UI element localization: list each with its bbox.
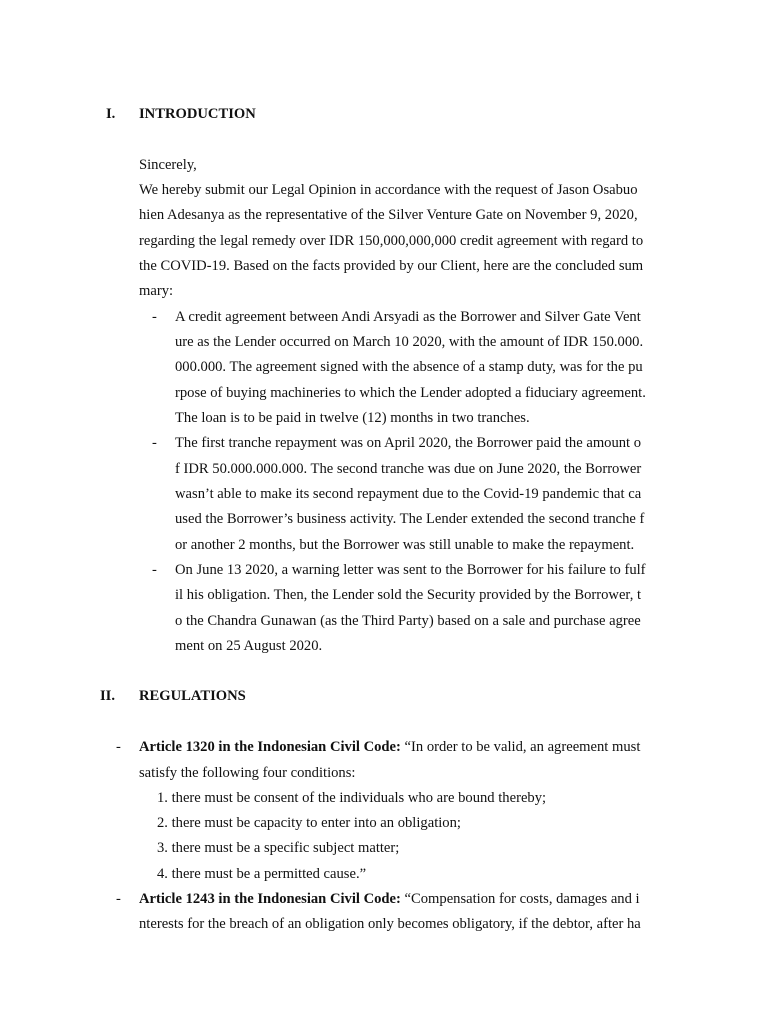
bullet-marker: - [152,309,157,325]
bullet-line: or another 2 months, but the Borrower was still unable to make the repayment. [175,537,635,553]
bullet-line: 000.000. The agreement signed with the absence of a stamp duty, was for the pu [175,359,643,375]
bullet-marker: - [152,435,157,451]
paragraph-line: regarding the legal remedy over IDR 150,000,000,000 credit agreement with regard to [139,233,644,249]
bullet-line: ure as the Lender occurred on March 10 2020, with the amount of IDR 150.000. [175,334,644,350]
paragraph-line: We hereby submit our Legal Opinion in accordance with the request of Jason Osabuo [139,182,638,198]
paragraph-line: hien Adesanya as the representative of the Silver Venture Gate on November 9, 2020, [139,207,638,223]
bullet-line: il his obligation. Then, the Lender sold the Security provided by the Borrower, t [175,587,642,603]
salutation: Sincerely, [139,157,197,173]
bullet-marker: - [116,739,121,755]
bullet-marker: - [152,562,157,578]
section-title: INTRODUCTION [139,106,256,122]
section-number: II. [100,688,116,704]
bullet-line: o the Chandra Gunawan (as the Third Party) based on a sale and purchase agree [175,613,641,629]
bullet-line: f IDR 50.000.000.000. The second tranche was due on June 2020, the Borrower [175,461,642,477]
condition-item: 1. there must be consent of the individuals who are bound thereby; [157,790,547,806]
bullet-line: The first tranche repayment was on April 2020, the Borrower paid the amount o [175,435,642,451]
regulation-title: Article 1243 in the Indonesian Civil Code: [139,891,401,907]
bullet-line: The loan is to be paid in twelve (12) months in two tranches. [175,410,530,426]
section-title: REGULATIONS [139,688,246,704]
paragraph-line: mary: [139,283,174,299]
bullet-line: used the Borrower’s business activity. The Lender extended the second tranche f [175,511,645,527]
section-number: I. [106,106,116,122]
bullet-line: A credit agreement between Andi Arsyadi as the Borrower and Silver Gate Vent [175,309,641,325]
regulation-title: Article 1320 in the Indonesian Civil Code: [139,739,401,755]
bullet-line: On June 13 2020, a warning letter was sent to the Borrower for his failure to fulf [175,562,646,578]
regulation-text: “Compensation for costs, damages and i [400,891,640,907]
regulation-text: “In order to be valid, an agreement must [400,739,641,755]
condition-item: 2. there must be capacity to enter into an obligation; [157,815,461,831]
bullet-marker: - [116,891,121,907]
condition-item: 4. there must be a permitted cause.” [157,866,367,882]
regulation-first-line [139,738,640,756]
regulation-first-line [139,890,640,908]
bullet-line: wasn’t able to make its second repayment due to the Covid-19 pandemic that ca [175,486,642,502]
bullet-line: rpose of buying machineries to which the Lender adopted a fiduciary agreement. [175,385,646,401]
regulation-line: satisfy the following four conditions: [139,765,356,781]
regulation-line: nterests for the breach of an obligation only becomes obligatory, if the debtor, after ha [139,916,641,932]
paragraph-line: the COVID-19. Based on the facts provided by our Client, here are the concluded sum [139,258,644,274]
condition-item: 3. there must be a specific subject matter; [157,840,400,856]
bullet-line: ment on 25 August 2020. [175,638,323,654]
